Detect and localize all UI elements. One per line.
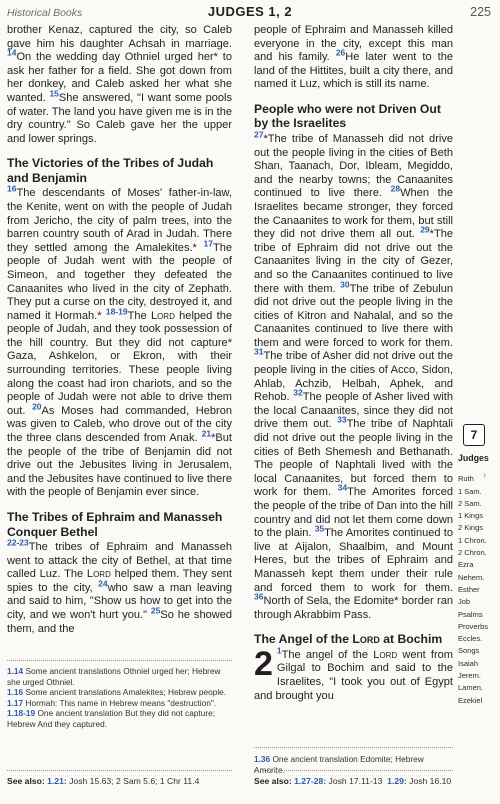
arrow-right-icon: › [483, 470, 487, 481]
verse-number: 20 [32, 401, 42, 412]
paragraph: people of Ephraim and Manasseh killed everyone in the city, except this man and his family. $^{26}$He later went to the land of the Hittites, built a city there, and named it Luz, which is still its name. [254, 24, 453, 91]
footnote: 1.17 Hormah: This name in Hebrew means "destruction". [7, 697, 217, 708]
page-number: 225 [470, 5, 491, 19]
footnotes-right [254, 754, 453, 775]
verse-number: 31 [254, 346, 264, 357]
chapter-badge: 7 [463, 424, 485, 446]
book-tab[interactable]: 2 Kings [458, 523, 484, 533]
footnote-divider [7, 660, 232, 661]
book-tab[interactable]: Ruth [458, 474, 474, 484]
verse-number: 35 [314, 523, 325, 534]
verse-number: 24 [98, 578, 108, 589]
book-tab[interactable]: 1 Chron. [458, 535, 487, 545]
divine-name: Lord [373, 648, 398, 661]
verse-number: 26 [335, 47, 346, 58]
book-tab[interactable]: Isaiah [458, 658, 479, 668]
page-header [0, 0, 500, 24]
book-tab-judges[interactable]: Judges [458, 453, 489, 463]
book-tab[interactable]: 2 Chron. [458, 548, 487, 558]
footnote: 1.16 Some ancient translations Amalekites; Hebrew people. [7, 687, 227, 697]
book-tab[interactable]: Ezekiel [458, 695, 483, 705]
left-column [7, 24, 232, 636]
book-tab[interactable]: 1 Sam. [458, 486, 482, 496]
book-tab[interactable]: Nehem. [458, 572, 485, 582]
see-also-right: See also: 1.27-28: Josh 17.11-13 1.29: Josh 16.10 [254, 776, 452, 786]
see-also-divider [254, 770, 453, 771]
page-title: JUDGES 1, 2 [207, 4, 293, 19]
book-tab[interactable]: 1 Kings [458, 511, 484, 521]
paragraph: $^{22-23}$The tribes of Ephraim and Manasseh went to attack the city of Bethel, at that time called Luz. The Lord helped them. They sent spies to the city, $^{24}$who saw a man leaving and said to him, "Show us how to get into the city, and we won't hurt you." $^{25}$So he showed them, and the [7, 537, 233, 635]
see-also-left: See also: 1.21: Josh 15.63; 2 Sam 5.6; 1 Chr 11.4 [7, 776, 200, 786]
section-heading: The Tribes of Ephraim and Manasseh Conquer Bethel [7, 510, 223, 539]
verse-number: 22-23 [7, 537, 29, 548]
book-tab[interactable]: Psalms [458, 609, 483, 619]
book-tab[interactable]: Songs [458, 646, 480, 656]
divine-name: Lord [352, 632, 380, 647]
footnote: 1.36 One ancient translation Edomite; Hebrew Amorite. [254, 754, 424, 775]
verse-number: 34 [337, 482, 348, 493]
verse-number: 33 [337, 414, 347, 425]
book-tab[interactable]: Lamen. [458, 683, 484, 693]
divine-name: Lord [150, 309, 175, 322]
paragraph: $^{27}$*The tribe of Manasseh did not drive out the people living in the cities of Beth Shan, Taanach, Dor, Ibleam, Megiddo, and the nearby towns; the Canaanites continued to live there. $^{28}$When the Israelites became stronger, they forced the Canaanites to work for them, but still they did not drive them all out. $^{29}$*The tribe of Ephraim did not drive out the Canaanites living in the city of Gezer, and so the Canaanites continued to live there with them. $^{30}$The tribe of Zebulun did not drive out the people living in the cities of Kitron and Nahalal, and so the Canaanites continued to live there with them and were forced to work for them. $^{31}$The tribe of Asher did not drive out the people living in the cities of Acco, Sidon, Ahlab, Achzib, Helbah, Aphek, and Rehob. $^{32}$The people of Asher lived with the local Canaanites, since they did not drive them out. $^{33}$The tribe of Naphtali did not drive out the people living in the cities of Beth Shemesh and Bethanath. The people of Naphtali lived with the local Canaanites, but forced them to work for them. $^{34}$The Amorites forced the people of the tribe of Dan into the hill country and did not let them come down to the plain. $^{35}$The Amorites continued to live at Aijalon, Shaalbim, and Mount Heres, but the tribes of Ephraim and Manasseh kept them under their rule and forced them to work for them. $^{36}$North of Sela, the Edomite* border ran through Akrabbim Pass. [254, 129, 454, 621]
footnotes-left [7, 666, 233, 729]
divine-name: Lord [86, 568, 111, 581]
verse-number: 30 [340, 278, 350, 289]
section-heading: The Angel of the Lord at Bochim [254, 632, 443, 647]
see-also-divider [7, 770, 232, 771]
verse-number: 25 [150, 605, 161, 616]
verse-number: 17 [203, 238, 213, 249]
verse-number: 36 [254, 591, 264, 602]
book-tab[interactable]: 2 Sam. [458, 498, 482, 508]
verse-number: 15 [49, 88, 59, 99]
verse-number: 27 [254, 129, 264, 140]
verse-number: 21 [201, 428, 212, 439]
book-tab[interactable]: Proverbs [458, 621, 489, 631]
chapter-number: 2 [254, 644, 273, 683]
verse-number: 16 [7, 183, 17, 194]
book-tab[interactable]: Esther [458, 584, 480, 594]
section-heading: People who were not Driven Out by the Israelites [254, 101, 441, 131]
book-tab[interactable]: Ezra [458, 560, 474, 570]
paragraph: $^{16}$The descendants of Moses' father-in-law, the Kenite, went on with the people of Judah from Jericho, the city of palm trees, into the barren country south of Arad in Judah. There they settled among the Amalekites.* $^{17}$The people of Judah went with the people of Simeon, and together they defeated the Canaanites who lived in the city of Zephath. They put a curse on the city, destroyed it, and named it Hormah.* $^{18-19}$The Lord helped the people of Judah, and they took possession of the hill country. But they did not capture* Gaza, Ashkelon, or Ekron, with their surrounding territories. These people living along the coast had iron chariots, and so the people of Judah were not able to drive them out. $^{20}$As Moses had commanded, Hebron was given to Caleb, who drove out of the city the three clans descended from Anak. $^{21}$*But the people of the tribe of Benjamin did not drive out the Jebusites living in Jerusalem, and the Jebusites have continued to live there with the people of Benjamin ever since. [7, 183, 233, 499]
verse-number: 29 [420, 224, 430, 235]
book-tab[interactable]: Eccles. [458, 634, 483, 644]
section-label: Historical Books [7, 7, 83, 19]
verse-number: 18-19 [105, 306, 128, 317]
right-column [254, 24, 453, 703]
footnote: 1.18-19 One ancient translation But they did not capture; Hebrew And they captured. [7, 708, 216, 729]
verse-number: 32 [293, 387, 303, 398]
paragraph: brother Kenaz, captured the city, so Caleb gave him his daughter Achsah in marriage. $^{14}$On the wedding day Othniel urged her* to ask her father for a field. She got down from her donkey, and Caleb asked her what she wanted. $^{15}$She answered, "I want some pools of water. The land you have given me is in the dry country." So Caleb gave her the upper and lower springs. [7, 24, 232, 145]
footnote: 1.14 Some ancient translations Othniel urged her; Hebrew she urged Othniel. [7, 666, 221, 687]
section-heading: The Victories of the Tribes of Judah and Benjamin [7, 156, 214, 185]
verse-number: 28 [390, 183, 401, 194]
book-tab[interactable]: Jerem. [458, 671, 481, 681]
paragraph: 2 $^1$The angel of the Lord went from Gilgal to Bochim and said to the Israelites, "I took you out of Egypt and brought you [254, 644, 454, 702]
book-tab[interactable]: Job [458, 597, 471, 607]
footnote-divider [254, 747, 453, 748]
verse-number: 1 [276, 645, 282, 656]
book-index-tabs [458, 452, 500, 707]
verse-number: 14 [7, 47, 17, 58]
